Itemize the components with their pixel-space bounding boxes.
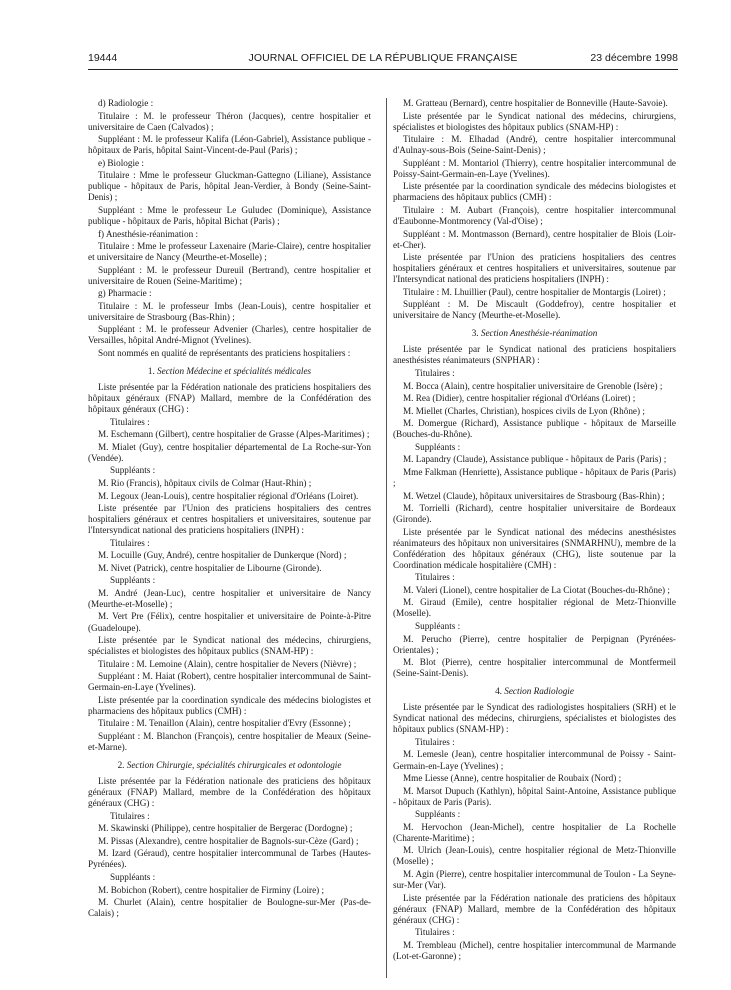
section-title: Section Médecine et spécialités médicales [157, 366, 312, 377]
paragraph: Suppléant : M. Montariol (Thierry), centre hospitalier intercommunal de Poissy-Saint-Germain-en-Laye (Yvelines). [393, 157, 676, 179]
paragraph: Liste présentée par la Fédération nationale des praticiens des hôpitaux généraux (FNAP) Mallard, membre de la Confédération des hôpitaux généraux (CHG) : [88, 776, 371, 809]
paragraph: M. Rea (Didier), centre hospitalier régional d'Orléans (Loiret) ; [403, 393, 636, 404]
section-heading [393, 686, 676, 697]
paragraph: M. Torrielli (Richard), centre hospitalier universitaire de Bordeaux (Gironde). [393, 503, 676, 525]
paragraph: M. Trembleau (Michel), centre hospitalier intercommunal de Marmande (Lot-et-Garonne) ; [393, 939, 676, 961]
paragraph: Suppléant : M. le professeur Advenier (Charles), centre hospitalier de Versailles, hôpital André-Mignot (Yvelines). [88, 324, 371, 346]
paragraph: M. Marsot Dupuch (Kathlyn), hôpital Saint-Antoine, Assistance publique - hôpitaux de Paris (Paris). [393, 785, 676, 807]
paragraph: Sont nommés en qualité de représentants des praticiens hospitaliers : [98, 347, 351, 358]
paragraph: Liste présentée par la Fédération nationale des praticiens des hôpitaux généraux (FNAP) Mallard, membre de la Confédération des hôpitaux généraux (CHG) : [393, 892, 676, 925]
section-title: Section Radiologie [504, 686, 574, 697]
paragraph: Liste présentée par la Fédération nationale des praticiens hospitaliers des hôpitaux généraux (FNAP) Mallard, membre de la Confédération des hôpitaux généraux (CHG) : [88, 382, 371, 415]
paragraph: M. Nivet (Patrick), centre hospitalier de Libourne (Gironde). [98, 562, 322, 573]
paragraph: Liste présentée par l'Union des praticiens hospitaliers des centres hospitaliers généraux et centres hospitaliers et universitaires, soutenue par l'Intersyndicat national des praticiens hospitaliers (INPH) : [88, 503, 371, 536]
page-number: 19444 [88, 52, 118, 64]
paragraph: Suppléant : M. Blanchon (François), centre hospitalier de Meaux (Seine-et-Marne). [88, 730, 371, 752]
list-subheading: Suppléants : [415, 621, 461, 632]
paragraph: Mme Falkman (Henriette), Assistance publique - hôpitaux de Paris (Paris) ; [393, 466, 676, 488]
paragraph: M. Lapandry (Claude), Assistance publique - hôpitaux de Paris (Paris) ; [403, 454, 667, 465]
paragraph: Titulaire : M. le professeur Imbs (Jean-Louis), centre hospitalier et universitaire de Strasbourg (Bas-Rhin) ; [88, 300, 371, 322]
paragraph: Suppléant : M. Montmasson (Bernard), centre hospitalier de Blois (Loir-et-Cher). [393, 228, 676, 250]
paragraph: M. Mialet (Guy), centre hospitalier départemental de La Roche-sur-Yon (Vendée). [88, 441, 371, 463]
paragraph: Liste présentée par le Syndicat des radiologistes hospitaliers (SRH) et le Syndicat national des médecins, chirurgiens, spécialistes et biologistes des hôpitaux publics (SNAM-HP) : [393, 702, 676, 735]
paragraph: M. Valeri (Lionel), centre hospitalier de La Ciotat (Bouches-du-Rhône) ; [403, 584, 670, 595]
paragraph: Titulaire : M. Tenaillon (Alain), centre hospitalier d'Evry (Essonne) ; [98, 718, 351, 729]
paragraph: Liste présentée par la coordination syndicale des médecins biologistes et pharmaciens des hôpitaux publics (CMH) : [88, 694, 371, 716]
paragraph: M. Agin (Pierre), centre hospitalier intercommunal de Toulon - La Seyne-sur-Mer (Var). [393, 868, 676, 890]
section-heading [88, 366, 371, 377]
paragraph: Liste présentée par le Syndicat national des médecins anesthésistes réanimateurs des hôpitaux non universitaires (SNMARHNU), membre de la Confédération des hôpitaux généraux (CHG), liste soutenue par la Coordination médicale hospitalière (CMH) : [393, 526, 676, 570]
list-subheading: Suppléants : [110, 575, 156, 586]
section-heading [88, 760, 371, 771]
paragraph: Suppléant : M. le professeur Dureuil (Bertrand), centre hospitalier et universitaire de Rouen (Seine-Maritime) ; [88, 264, 371, 286]
paragraph: M. Churlet (Alain), centre hospitalier de Boulogne-sur-Mer (Pas-de-Calais) ; [88, 897, 371, 919]
list-subheading: Suppléants : [415, 441, 461, 452]
paragraph: Titulaire : M. le professeur Théron (Jacques), centre hospitalier et universitaire de Caen (Calvados) ; [88, 110, 371, 132]
paragraph: M. Pissas (Alexandre), centre hospitalier de Bagnols-sur-Cèze (Gard) ; [98, 835, 359, 846]
paragraph: g) Pharmacie : [98, 288, 152, 299]
paragraph: Mme Liesse (Anne), centre hospitalier de Roubaix (Nord) ; [403, 773, 622, 784]
list-subheading: Titulaires : [415, 368, 455, 379]
journal-title: JOURNAL OFFICIEL DE LA RÉPUBLIQUE FRANÇAISE [248, 52, 518, 64]
paragraph: M. André (Jean-Luc), centre hospitalier et universitaire de Nancy (Meurthe-et-Moselle) ; [88, 587, 371, 609]
list-subheading: Titulaires : [110, 810, 150, 821]
paragraph: Suppléant : M. De Miscault (Goddefroy), centre hospitalier et universitaire de Nancy (Meurthe-et-Moselle). [393, 299, 676, 321]
page-header [88, 52, 678, 66]
list-subheading: Titulaires : [415, 572, 455, 583]
section-number: 1. [147, 366, 155, 377]
list-subheading: Suppléants : [110, 871, 156, 882]
paragraph: e) Biologie : [98, 157, 144, 168]
paragraph: f) Anesthésie-réanimation : [98, 228, 199, 239]
section-title: Section Chirurgie, spécialités chirurgicales et odontologie [126, 760, 342, 771]
section-title: Section Anesthésie-réanimation [480, 328, 598, 339]
paragraph: Liste présentée par l'Union des praticiens hospitaliers des centres hospitaliers généraux et centres hospitaliers et universitaires, soutenue par l'Intersyndicat national des praticiens hospitaliers (INPH) : [393, 252, 676, 285]
paragraph: Titulaire : M. Lhuillier (Paul), centre hospitalier de Montargis (Loiret) ; [403, 286, 666, 297]
paragraph: M. Rio (Francis), hôpitaux civils de Colmar (Haut-Rhin) ; [98, 477, 312, 488]
column-separator [386, 98, 387, 978]
paragraph: Titulaire : Mme le professeur Laxenaire (Marie-Claire), centre hospitalier et universitaire de Nancy (Meurthe-et-Moselle) ; [88, 241, 371, 263]
paragraph: M. Locuille (Guy, André), centre hospitalier de Dunkerque (Nord) ; [98, 550, 347, 561]
paragraph: d) Radiologie : [98, 98, 154, 108]
paragraph: M. Vert Pre (Félix), centre hospitalier et universitaire de Pointe-à-Pitre (Guadeloupe). [88, 611, 371, 633]
paragraph: Liste présentée par le Syndicat national des médecins, chirurgiens, spécialistes et biologistes des hôpitaux publics (SNAM-HP) : [393, 110, 676, 132]
list-subheading: Titulaires : [415, 736, 455, 747]
paragraph: M. Bobichon (Robert), centre hospitalier de Firminy (Loire) ; [98, 884, 325, 895]
right-column [393, 98, 676, 978]
section-number: 4. [495, 686, 502, 697]
paragraph: Titulaire : Mme le professeur Gluckman-Gattegno (Liliane), Assistance publique - hôpitaux de Paris, hôpital Jean-Verdier, à Bondy (Seine-Saint-Denis) ; [88, 170, 371, 203]
paragraph: Suppléant : M. Haiat (Robert), centre hospitalier intercommunal de Saint-Germain-en-Laye (Yvelines). [88, 671, 371, 693]
paragraph: Titulaire : M. Lemoine (Alain), centre hospitalier de Nevers (Nièvre) ; [98, 658, 357, 669]
paragraph: Titulaire : M. Aubart (François), centre hospitalier intercommunal d'Eaubonne-Montmorency (Val-d'Oise) ; [393, 204, 676, 226]
paragraph: M. Eschemann (Gilbert), centre hospitalier de Grasse (Alpes-Maritimes) ; [98, 429, 370, 440]
paragraph: M. Hervochon (Jean-Michel), centre hospitalier de La Rochelle (Charente-Maritime) ; [393, 821, 676, 843]
left-column [88, 98, 371, 978]
header-rule [88, 69, 678, 70]
list-subheading: Suppléants : [110, 465, 156, 476]
paragraph: M. Legoux (Jean-Louis), centre hospitalier régional d'Orléans (Loiret). [98, 490, 359, 501]
paragraph: M. Giraud (Emile), centre hospitalier régional de Metz-Thionville (Moselle). [393, 597, 676, 619]
list-subheading: Suppléants : [415, 809, 461, 820]
paragraph: M. Skawinski (Philippe), centre hospitalier de Bergerac (Dordogne) ; [98, 823, 353, 834]
paragraph: Liste présentée par le Syndicat national des médecins, chirurgiens, spécialistes et biologistes des hôpitaux publics (SNAM-HP) : [88, 635, 371, 657]
paragraph: M. Ulrich (Jean-Louis), centre hospitalier régional de Metz-Thionville (Moselle) ; [393, 845, 676, 867]
section-heading [393, 328, 676, 339]
section-number: 3. [471, 328, 479, 339]
paragraph: M. Miellet (Charles, Christian), hospices civils de Lyon (Rhône) ; [403, 405, 645, 416]
list-subheading: Titulaires : [110, 537, 150, 548]
paragraph: M. Bocca (Alain), centre hospitalier universitaire de Grenoble (Isère) ; [403, 380, 663, 391]
paragraph: Titulaire : M. Elhadad (André), centre hospitalier intercommunal d'Aulnay-sous-Bois (Seine-Saint-Denis) ; [393, 134, 676, 156]
paragraph: Suppléant : M. le professeur Kalifa (Léon-Gabriel), Assistance publique - hôpitaux de Paris, hôpital Saint-Vincent-de-Paul (Paris) ; [88, 134, 371, 156]
publication-date: 23 décembre 1998 [590, 52, 678, 64]
section-number: 2. [117, 760, 125, 771]
paragraph: M. Perucho (Pierre), centre hospitalier de Perpignan (Pyrénées-Orientales) ; [393, 633, 676, 655]
paragraph: M. Domergue (Richard), Assistance publique - hôpitaux de Marseille (Bouches-du-Rhône). [393, 418, 676, 440]
paragraph: Suppléant : Mme le professeur Le Guludec (Dominique), Assistance publique - hôpitaux de Paris, hôpital Bichat (Paris) ; [88, 204, 371, 226]
list-subheading: Titulaires : [110, 416, 150, 427]
paragraph: M. Wetzel (Claude), hôpitaux universitaires de Strasbourg (Bas-Rhin) ; [403, 490, 665, 501]
paragraph: Liste présentée par la coordination syndicale des médecins biologistes et pharmaciens des hôpitaux publics (CMH) : [393, 181, 676, 203]
paragraph: M. Blot (Pierre), centre hospitalier intercommunal de Montfermeil (Seine-Saint-Denis). [393, 657, 676, 679]
paragraph: Liste présentée par le Syndicat national des praticiens hospitaliers anesthésistes réanimateurs (SNPHAR) : [393, 344, 676, 366]
paragraph: M. Lemesle (Jean), centre hospitalier intercommunal de Poissy - Saint-Germain-en-Laye (Yvelines) ; [393, 749, 676, 771]
paragraph: M. Izard (Géraud), centre hospitalier intercommunal de Tarbes (Hautes-Pyrénées). [88, 848, 371, 870]
list-subheading: Titulaires : [415, 927, 455, 938]
paragraph: M. Gratteau (Bernard), centre hospitalier de Bonneville (Haute-Savoie). [403, 98, 668, 108]
